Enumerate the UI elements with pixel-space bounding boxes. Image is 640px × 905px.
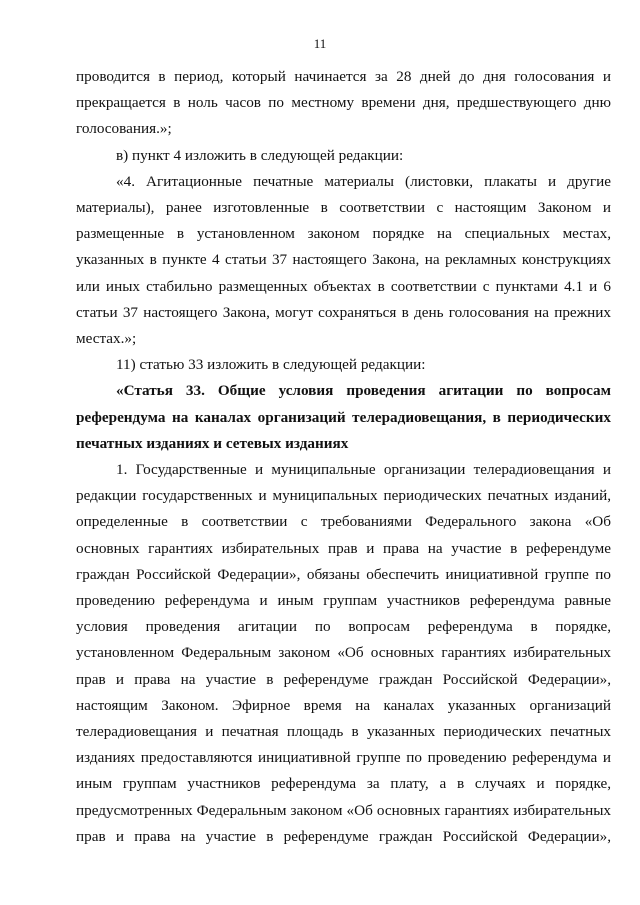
paragraph-amendment-v: в) пункт 4 изложить в следующей редакции: — [116, 146, 404, 164]
article-33-item-1: 1. Государственные и муниципальные организации телерадиовещания и редакции государственных и муниципальных периодических печатных изданий, определенные в соответствии с требованиями Федерального закона «Об основных гарантиях избирательных прав и права на участие в референдуме граждан Российской Федерации», обязаны обеспечить инициативной группе по проведению референдума и иным группам участников референдума равные условия проведения агитации по вопросам референдума в порядке, установленном Федеральным законом «Об основных гарантиях избирательных прав и права на участие в референдуме граждан Российской Федерации», настоящим Законом. Эфирное время на каналах указанных организаций телерадиовещания и печатная площадь в указанных периодических печатных изданиях предоставляются инициативной группе по проведению референдума и иным группам участников референдума за плату, а в случаях и порядке, предусмотренных Федеральным законом «Об основных гарантиях избирательных прав и права на участие в референдуме граждан Российской Федерации», — [76, 461, 611, 845]
paragraph-amendment-11: 11) статью 33 изложить в следующей редакции: — [116, 356, 426, 374]
paragraph-continuation: проводится в период, который начинается за 28 дней до дня голосования и прекращается в ноль часов по местному времени дня, предшествующего дню голосования.»; — [76, 68, 611, 138]
page-number: 11 — [313, 36, 327, 51]
document-body — [76, 64, 611, 850]
paragraph-item-4: «4. Агитационные печатные материалы (листовки, плакаты и другие материалы), ранее изготовленные в соответствии с настоящим Законом и размещенные в установленном законом порядке на специальных местах, указанных в пункте 4 статьи 37 настоящего Закона, на рекламных конструкциях или иных стабильно размещенных объектах в соответствии с пунктами 4.1 и 6 статьи 37 настоящего Закона, могут сохраняться в день голосования на прежних местах.»; — [76, 172, 611, 348]
article-33-heading: «Статья 33. Общие условия проведения агитации по вопросам референдума на каналах организаций телерадиовещания, в периодических печатных изданиях и сетевых изданиях — [76, 382, 611, 452]
